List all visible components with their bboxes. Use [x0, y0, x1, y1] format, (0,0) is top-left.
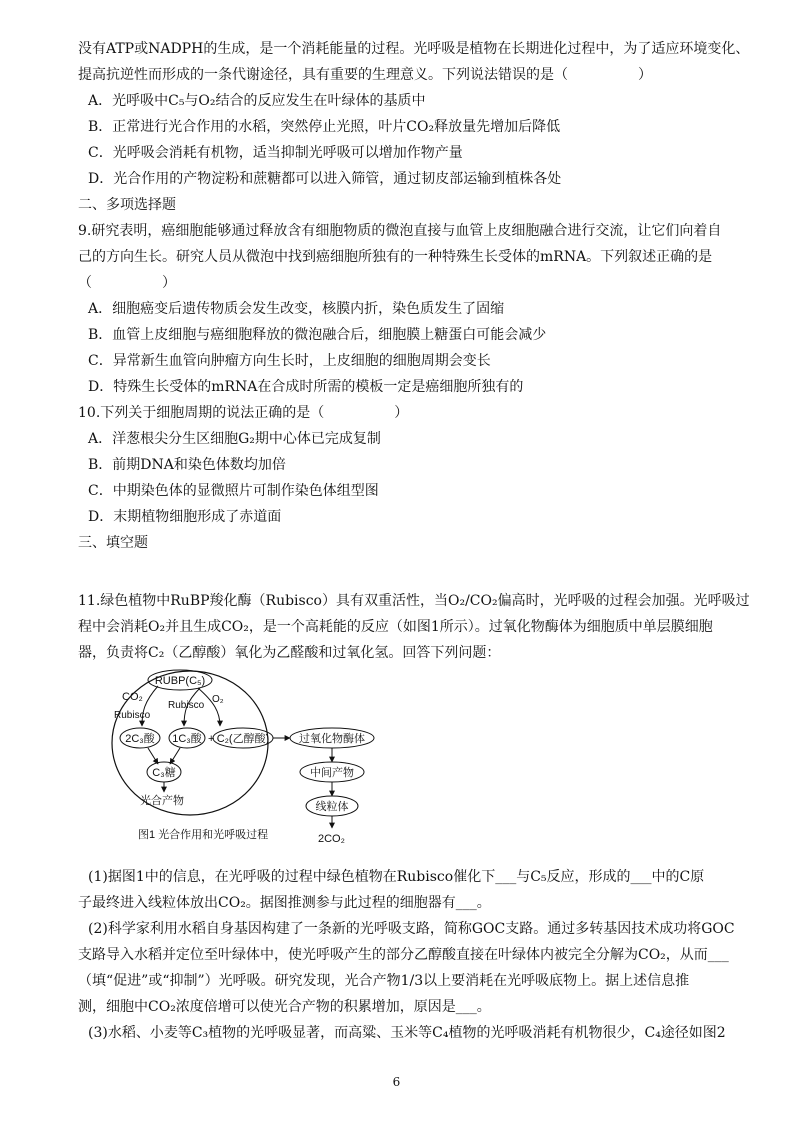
option-c: C．中期染色体的显微照片可制作染色体组型图	[88, 483, 379, 499]
c3-acid-label: 2C₃酸	[125, 733, 155, 745]
option-d: D．特殊生长受体的mRNA在合成时所需的模板一定是癌细胞所独有的	[88, 379, 524, 395]
c3-sugar-label: C₃糖	[152, 767, 176, 779]
option-b: B．血管上皮细胞与癌细胞释放的微泡融合后，细胞膜上糖蛋白可能会减少	[88, 327, 547, 343]
text-line: 程中会消耗O₂并且生成CO₂，是一个高耗能的反应（如图1所示）。过氧化物酶体为细胞质中单层膜细胞	[78, 619, 713, 635]
rubp-label: RUBP(C₅)	[154, 675, 206, 687]
option-d: D．光合作用的产物淀粉和蔗糖都可以进入筛管，通过韧皮部运输到植株各处	[88, 171, 562, 187]
option-c: C．光呼吸会消耗有机物，适当抑制光呼吸可以增加作物产量	[88, 145, 463, 161]
arrow	[148, 748, 158, 764]
option-a: A．光呼吸中C₅与O₂结合的反应发生在叶绿体的基质中	[88, 93, 426, 109]
option-a: A．细胞癌变后遗传物质会发生改变，核膜内折，染色质发生了固缩	[88, 301, 505, 317]
text-line: 提高抗逆性而形成的一条代谢途径，具有重要的生理意义。下列说法错误的是（ ）	[78, 67, 652, 83]
photoproduct-label: 光合产物	[140, 795, 184, 807]
text-line: 测，细胞中CO₂浓度倍增可以使光合产物的积累增加，原因是___。	[78, 999, 491, 1015]
o2-label: O₂	[212, 694, 224, 705]
intermediate-label: 中间产物	[310, 767, 354, 779]
text-line: 己的方向生长。研究人员从微泡中找到癌细胞所独有的一种特殊生长受体的mRNA。下列叙述正确的是	[78, 249, 713, 265]
c1-acid-label: 1C₃酸	[172, 733, 202, 745]
text-line: 没有ATP或NADPH的生成，是一个消耗能量的过程。光呼吸是植物在长期进化过程中，为了适应环境变化、	[78, 41, 750, 57]
figure-caption: 图1 光合作用和光呼吸过程	[138, 829, 269, 841]
rubisco-label-left: Rubisco	[114, 710, 151, 721]
plus-sign: +	[208, 733, 215, 745]
page-number: 6	[392, 1075, 401, 1089]
question-9: 9.研究表明，癌细胞能够通过释放含有细胞物质的微泡直接与血管上皮细胞融合进行交流，让它们向着自	[78, 223, 722, 239]
rubisco-label-mid: Rubisco	[168, 700, 205, 711]
option-b: B．正常进行光合作用的水稻，突然停止光照，叶片CO₂释放量先增加后降低	[88, 119, 561, 135]
question-11: 11.绿色植物中RuBP羧化酶（Rubisco）具有双重活性，当O₂/CO₂偏高时，光呼吸的过程会加强。光呼吸过	[78, 593, 750, 609]
text-line: 器，负责将C₂（乙醇酸）氧化为乙醛酸和过氧化氢。回答下列问题：	[78, 645, 501, 661]
option-c: C．异常新生血管向肿瘤方向生长时，上皮细胞的细胞周期会变长	[88, 353, 491, 369]
option-d: D．末期植物细胞形成了赤道面	[88, 509, 282, 525]
peroxisome-label: 过氧化物酶体	[299, 733, 365, 745]
text-line: （填“促进”或“抑制”）光呼吸。研究发现，光合产物1/3以上要消耗在光呼吸底物上。据上述信息推	[78, 973, 690, 989]
co2-label: CO₂	[122, 691, 143, 703]
section-heading: 三、填空题	[78, 535, 148, 551]
question-10: 10.下列关于细胞周期的说法正确的是（ ）	[78, 405, 409, 421]
c2-acid-label: C₂(乙醇酸)	[216, 733, 270, 745]
subquestion-2: (2)科学家利用水稻自身基因构建了一条新的光呼吸支路，简称GOC支路。通过多转基因技术成功将GOC	[88, 921, 735, 937]
subquestion-3: (3)水稻、小麦等C₃植物的光呼吸显著，而高粱、玉米等C₄植物的光呼吸消耗有机物很少，C₄途径如图2	[88, 1025, 726, 1041]
arrow	[170, 748, 180, 764]
subquestion-1: (1)据图1中的信息，在光呼吸的过程中绿色植物在Rubisco催化下___与C₅反应，形成的___中的C原	[88, 869, 705, 885]
option-a: A．洋葱根尖分生区细胞G₂期中心体已完成复制	[88, 431, 381, 447]
option-b: B．前期DNA和染色体数均加倍	[88, 457, 286, 473]
text-line: 支路导入水稻并定位至叶绿体中，使光呼吸产生的部分乙醇酸直接在叶绿体内被完全分解为CO₂，从而___	[78, 947, 729, 963]
section-heading: 二、多项选择题	[78, 197, 176, 213]
answer-blank: （ ）	[78, 275, 176, 291]
photorespiration-diagram	[110, 668, 430, 848]
mitochondria-label: 线粒体	[315, 801, 349, 813]
text-line: 子最终进入线粒体放出CO₂。据图推测参与此过程的细胞器有___。	[78, 895, 491, 911]
co2-output-label: 2CO₂	[318, 833, 345, 845]
